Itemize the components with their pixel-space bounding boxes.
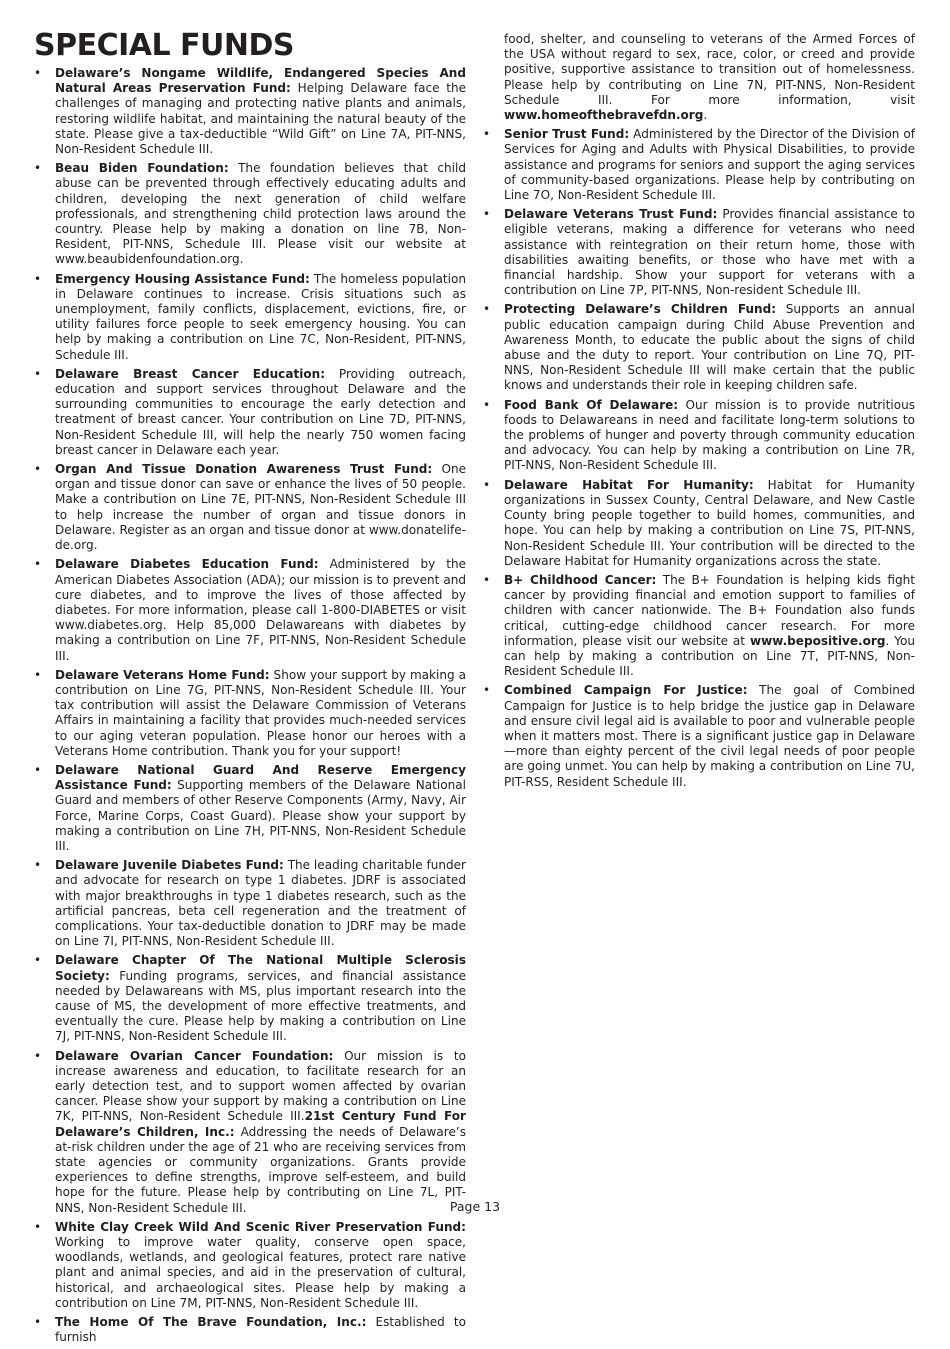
- list-item: • Senior Trust Fund: Administered by the Director of the Division of Services for Aging and Adults with Physical Disabilities, to provide assistance and programs for seniors and support the aging services of community-based organizations. Please help by contributing on Line 7O, Non-Resident Schedule III.: [483, 127, 915, 203]
- list-item: • Delaware Veterans Trust Fund: Provides financial assistance to eligible veterans, making a difference for veterans who need assistance with reintegration on their return home, those with disabilities awaiting benefits, or those who have met with a financial hardship. Show your support for veterans with a contribution on Line 7P, PIT-NNS, Non-resident Schedule III.: [483, 207, 915, 298]
- fund-description: Supporting members of the Delaware National Guard and members of other Reserve Components (Army, Navy, Air Force, Marine Corps, Coast Guard). Please show your support by making a contribution on Line 7H, PIT-NNS, Non-Resident Schedule III.: [55, 778, 466, 853]
- fund-name: Organ And Tissue Donation Awareness Trust Fund:: [55, 462, 433, 477]
- fund-name: Food Bank Of Delaware:: [504, 397, 679, 412]
- list-item: • The Home Of The Brave Foundation, Inc.: Established to furnish: [34, 1315, 466, 1345]
- fund-description: Provides financial assistance to eligible veterans, making a difference for veterans who need assistance with reintegration on their return home, those with disabilities awaiting benefits, or those who have met with a financial hardship. Show your support for veterans with a contribution on Line 7P, PIT-NNS, Non-resident Schedule III.: [504, 207, 915, 298]
- fund-description: Established to furnish: [55, 1315, 466, 1345]
- list-item: • Delaware Ovarian Cancer Foundation: Our mission is to increase awareness and education, to facilitate research for an early detection test, and to support women affected by ovarian cancer. Please show your support by making a contribution on Line 7K, PIT-NNS, Non-Resident Schedule III.21st Century Fund For Delaware’s Children, Inc.: Addressing the needs of Delaware’s at-risk children under the age of 21 who are receiving services from state agencies or community organizations. Grants provide experiences to define strengths, improve self-esteem, and build hope for the future. Please help by contributing on Line 7L, PIT-NNS, Non-Resident Schedule III.: [34, 1048, 466, 1215]
- list-item: • Delaware National Guard And Reserve Emergency Assistance Fund: Supporting members of the Delaware National Guard and members of other Reserve Components (Army, Navy, Air Force, Marine Corps, Coast Guard). Please show your support by making a contribution on Line 7H, PIT-NNS, Non-Resident Schedule III.: [34, 762, 466, 853]
- fund-description: Providing outreach, education and support services throughout Delaware and the surrounding communities to encourage the early detection and treatment of breast cancer. Your contribution on Line 7D, PIT-NNS, Non-Resident Schedule III, will help the nearly 750 women facing breast cancer in Delaware each year.: [55, 366, 466, 457]
- fund-name: Delaware National Guard And Reserve Emergency Assistance Fund:: [55, 762, 466, 793]
- list-item: • Food Bank Of Delaware: Our mission is to provide nutritious foods to Delawareans in need and facilitate long-term solutions to the problems of hunger and poverty through community education and advocacy. You can help by making a contribution on Line 7R, PIT-NNS, Non-Resident Schedule III.: [483, 397, 916, 473]
- fund-name: Combined Campaign For Justice:: [504, 683, 748, 698]
- fund-description: Funding programs, services, and financial assistance needed by Delawareans with MS, plus important research into the cause of MS, the development of more effective treatments, and eventually the cure. Please help by making a contribution on Line 7J, PIT-NNS, Non-Resident Schedule III.: [55, 968, 466, 1044]
- fund-name: Delaware Habitat For Humanity:: [504, 477, 754, 492]
- fund-name: Delaware Breast Cancer Education:: [55, 366, 326, 381]
- page-number: Page 13: [449, 1199, 501, 1214]
- fund-description: Addressing the needs of Delaware’s at-risk children under the age of 21 who are receiving services from state agencies or community organizations. Grants provide experiences to define strengths, improve self-esteem, and build hope for the future. Please help by contributing on Line 7L, PIT-NNS, Non-Resident Schedule III.: [55, 1124, 466, 1215]
- fund-name: Delaware Diabetes Education Fund:: [55, 557, 319, 572]
- fund-description: . You can help by making a contribution on Line 7T, PIT-NNS, Non-Resident Schedule III.: [504, 633, 915, 679]
- fund-description: Show your support by making a contribution on Line 7G, PIT-NNS, Non-Resident Schedule III. Your tax contribution will assist the Delaware Commission of Veterans Affairs in maintaining a facility that provides much-needed services to our aging veteran population. Please honor our heroes with a Veterans Home contribution. Thank you for your support!: [55, 667, 466, 758]
- fund-description: Habitat for Humanity organizations in Sussex County, Central Delaware, and New Castle County bring people together to build homes, communities, and hope. You can help by making a contribution on Line 7S, PIT-NNS, Non-Resident Schedule III. Your contribution will be directed to the Delaware Habitat for Humanity organizations across the state.: [504, 477, 915, 568]
- fund-name: 21st Century Fund For Delaware’s Children, Inc.:: [55, 1109, 466, 1139]
- list-item: • Organ And Tissue Donation Awareness Trust Fund: One organ and tissue donor can save or enhance the lives of 50 people. Make a contribution on Line 7E, PIT-NNS, Non-Resident Schedule III to help increase the number of organ and tissue donors in Delaware. Register as an organ and tissue donor at www.donatelife-de.org.: [34, 462, 466, 553]
- list-item: • Delaware’s Nongame Wildlife, Endangered Species And Natural Areas Preservation Fund: Helping Delaware face the challenges of managing and protecting native plants and animals, restoring wildlife habitat, and maintaining the natural beauty of the state. Please give a tax-deductible “Wild Gift” on Line 7A, PIT-NNS, Non-Resident Schedule III.: [34, 66, 467, 157]
- list-item: • Delaware Veterans Home Fund: Show your support by making a contribution on Line 7G, PIT-NNS, Non-Resident Schedule III. Your tax contribution will assist the Delaware Commission of Veterans Affairs in maintaining a facility that provides much-needed services to our aging veteran population. Please honor our heroes with a Veterans Home contribution. Thank you for your support!: [34, 667, 466, 758]
- fund-name: Beau Biden Foundation:: [55, 161, 229, 176]
- fund-name: Protecting Delaware’s Children Fund:: [504, 302, 777, 317]
- fund-description: Our mission is to provide nutritious foods to Delawareans in need and facilitate long-term solutions to the problems of hunger and poverty through community education and advocacy. You can help by making a contribution on Line 7R, PIT-NNS, Non-Resident Schedule III.: [504, 397, 916, 473]
- fund-description: One organ and tissue donor can save or enhance the lives of 50 people. Make a contribution on Line 7E, PIT-NNS, Non-Resident Schedule III to help increase the number of organ and tissue donors in Delaware. Register as an organ and tissue donor at www.donatelife-de.org.: [55, 462, 466, 553]
- list-item: • Beau Biden Foundation: The foundation believes that child abuse can be prevented through effectively educating adults and children, developing the next generation of child welfare professionals, and strengthening child protection laws around the country. Please help by making a donation on line 7B, Non-Resident, PIT-NNS, Schedule III. Please visit our website at www.beaubidenfoundation.org.: [34, 161, 467, 267]
- fund-description: Administered by the Director of the Division of Services for Aging and Adults with Physical Disabilities, to provide assistance and programs for seniors and support the aging services of community-based organizations. Please help by contributing on Line 7O, Non-Resident Schedule III.: [504, 127, 915, 203]
- fund-description: food, shelter, and counseling to veterans of the Armed Forces of the USA without regard to sex, race, color, or creed and provide positive, supportive assistance to transition out of homelessness. Please help by contributing on Line 7N, PIT-NNS, Non-Resident Schedule III. For more information, visit: [504, 32, 915, 107]
- fund-name: Delaware’s Nongame Wildlife, Endangered Species And Natural Areas Preservation Fund:: [55, 66, 466, 96]
- fund-description: The leading charitable funder and advocate for research on type 1 diabetes. JDRF is associated with major breakthroughs in type 1 diabetes research, such as the artificial pancreas, beta cell regeneration and the treatment of complications. Your tax-deductible donation to JDRF may be made on Line 7I, PIT-NNS, Non-Resident Schedule III.: [55, 858, 466, 949]
- list-item: • Delaware Diabetes Education Fund: Administered by the American Diabetes Association (ADA); our mission is to prevent and cure diabetes, and to improve the lives of those affected by diabetes. For more information, please call 1-800-DIABETES or visit www.diabetes.org. Help 85,000 Delawareans with diabetes by making a contribution on Line 7F, PIT-NNS, Non-Resident Schedule III.: [34, 557, 467, 663]
- fund-name: Delaware Chapter Of The National Multiple Sclerosis Society:: [55, 953, 466, 983]
- list-item: • Delaware Juvenile Diabetes Fund: The leading charitable funder and advocate for research on type 1 diabetes. JDRF is associated with major breakthroughs in type 1 diabetes research, such as the artificial pancreas, beta cell regeneration and the treatment of complications. Your tax-deductible donation to JDRF may be made on Line 7I, PIT-NNS, Non-Resident Schedule III.: [34, 858, 466, 949]
- fund-description: The goal of Combined Campaign for Justice is to help bridge the justice gap in Delaware and ensure civil legal aid is available to poor and vulnerable people when it matters most. There is a significant justice gap in Delaware—more than eighty percent of the civil legal needs of poor people are going unmet. You can help by making a contribution on Line 7U, PIT-RSS, Resident Schedule III.: [504, 683, 916, 789]
- fund-name: Senior Trust Fund:: [504, 127, 630, 142]
- list-item: • B+ Childhood Cancer: The B+ Foundation is helping kids fight cancer by providing financial and emotion support to families of children with cancer nationwide. The B+ Foundation also funds critical, cutting-edge childhood cancer research. For more information, please visit our website at www.bepositive.org. You can help by making a contribution on Line 7T, PIT-NNS, Non-Resident Schedule III.: [483, 572, 915, 679]
- fund-description: Our mission is to increase awareness and education, to facilitate research for an early detection test, and to support women affected by ovarian cancer. Please show your support by making a contribution on Line 7K, PIT-NNS, Non-Resident Schedule III.: [55, 1048, 466, 1124]
- fund-name: White Clay Creek Wild And Scenic River Preservation Fund:: [55, 1219, 466, 1234]
- fund-description: Working to improve water quality, conserve open space, woodlands, wetlands, and geological features, protect rare native plant and animal species, and aid in the preservation of cultural, historical, and archaeological sites. Please help by making a contribution on Line 7M, PIT-NNS, Non-Resident Schedule III.: [55, 1235, 466, 1310]
- fund-name: B+ Childhood Cancer:: [504, 572, 657, 587]
- website-link[interactable]: www.homeofthebravefdn.org: [504, 108, 704, 123]
- right-column-fund-list: [483, 32, 915, 794]
- website-link[interactable]: www.bepositive.org: [749, 633, 886, 648]
- list-item: • Combined Campaign For Justice: The goal of Combined Campaign for Justice is to help bridge the justice gap in Delaware and ensure civil legal aid is available to poor and vulnerable people when it matters most. There is a significant justice gap in Delaware—more than eighty percent of the civil legal needs of poor people are going unmet. You can help by making a contribution on Line 7U, PIT-RSS, Resident Schedule III.: [483, 683, 916, 789]
- page-title: SPECIAL FUNDS: [34, 28, 295, 63]
- list-item: • Delaware Chapter Of The National Multiple Sclerosis Society: Funding programs, services, and financial assistance needed by Delawareans with MS, plus important research into the cause of MS, the development of more effective treatments, and eventually the cure. Please help by making a contribution on Line 7J, PIT-NNS, Non-Resident Schedule III.: [34, 953, 466, 1044]
- left-column-fund-list: [34, 66, 466, 1349]
- fund-description: The foundation believes that child abuse can be prevented through effectively educating adults and children, developing the next generation of child welfare professionals, and strengthening child protection laws around the country. Please help by making a donation on line 7B, Non-Resident, PIT-NNS, Schedule III. Please visit our website at www.beaubidenfoundation.org.: [55, 161, 467, 267]
- list-item: • Delaware Breast Cancer Education: Providing outreach, education and support services throughout Delaware and the surrounding communities to encourage the early detection and treatment of breast cancer. Your contribution on Line 7D, PIT-NNS, Non-Resident Schedule III, will help the nearly 750 women facing breast cancer in Delaware each year.: [34, 366, 466, 457]
- fund-description: Supports an annual public education campaign during Child Abuse Prevention and Awareness Month, to educate the public about the signs of child abuse and the duty to report. Your contribution on Line 7Q, PIT-NNS, Non-Resident Schedule III will make certain that the public knows and understands their role in keeping children safe.: [504, 302, 915, 393]
- continued-paragraph: food, shelter, and counseling to veterans of the Armed Forces of the USA without regard to sex, race, color, or creed and provide positive, supportive assistance to transition out of homelessness. Please help by contributing on Line 7N, PIT-NNS, Non-Resident Schedule III. For more information, visit www.homeofthebravefdn.org.: [504, 32, 915, 123]
- fund-name: Emergency Housing Assistance Fund:: [55, 271, 310, 286]
- list-item: • Delaware Habitat For Humanity: Habitat for Humanity organizations in Sussex County, Central Delaware, and New Castle County bring people together to build homes, communities, and hope. You can help by making a contribution on Line 7S, PIT-NNS, Non-Resident Schedule III. Your contribution will be directed to the Delaware Habitat for Humanity organizations across the state.: [483, 477, 915, 568]
- fund-name: Delaware Veterans Home Fund:: [55, 667, 270, 682]
- fund-name: The Home Of The Brave Foundation, Inc.:: [55, 1315, 367, 1330]
- list-item: • Emergency Housing Assistance Fund: The homeless population in Delaware continues to increase. Crisis situations such as unemployment, family conflicts, displacement, evictions, fire, or utility failures force people to seek emergency housing. You can help by making a contribution on Line 7C, Non-Resident, PIT-NNS, Schedule III.: [34, 271, 466, 362]
- fund-description: Helping Delaware face the challenges of managing and protecting native plants and animals, restoring wildlife habitat, and maintaining the natural beauty of the state. Please give a tax-deductible “Wild Gift” on Line 7A, PIT-NNS, Non-Resident Schedule III.: [55, 81, 467, 157]
- fund-description: Administered by the American Diabetes Association (ADA); our mission is to prevent and cure diabetes, and to improve the lives of those affected by diabetes. For more information, please call 1-800-DIABETES or visit www.diabetes.org. Help 85,000 Delawareans with diabetes by making a contribution on Line 7F, PIT-NNS, Non-Resident Schedule III.: [55, 557, 467, 663]
- fund-description: The B+ Foundation is helping kids fight cancer by providing financial and emotion support to families of children with cancer nationwide. The B+ Foundation also funds critical, cutting-edge childhood cancer research. For more information, please visit our website at: [504, 572, 915, 648]
- fund-name: Delaware Juvenile Diabetes Fund:: [55, 858, 284, 873]
- list-item: • Protecting Delaware’s Children Fund: Supports an annual public education campaign during Child Abuse Prevention and Awareness Month, to educate the public about the signs of child abuse and the duty to report. Your contribution on Line 7Q, PIT-NNS, Non-Resident Schedule III will make certain that the public knows and understands their role in keeping children safe.: [483, 302, 915, 393]
- fund-name: Delaware Ovarian Cancer Foundation:: [55, 1048, 334, 1063]
- fund-description: The homeless population in Delaware continues to increase. Crisis situations such as unemployment, family conflicts, displacement, evictions, fire, or utility failures force people to seek emergency housing. You can help by making a contribution on Line 7C, Non-Resident, PIT-NNS, Schedule III.: [55, 271, 466, 362]
- list-item: • White Clay Creek Wild And Scenic River Preservation Fund: Working to improve water quality, conserve open space, woodlands, wetlands, and geological features, protect rare native plant and animal species, and aid in the preservation of cultural, historical, and archaeological sites. Please help by making a contribution on Line 7M, PIT-NNS, Non-Resident Schedule III.: [34, 1219, 466, 1310]
- fund-name: Delaware Veterans Trust Fund:: [504, 207, 718, 222]
